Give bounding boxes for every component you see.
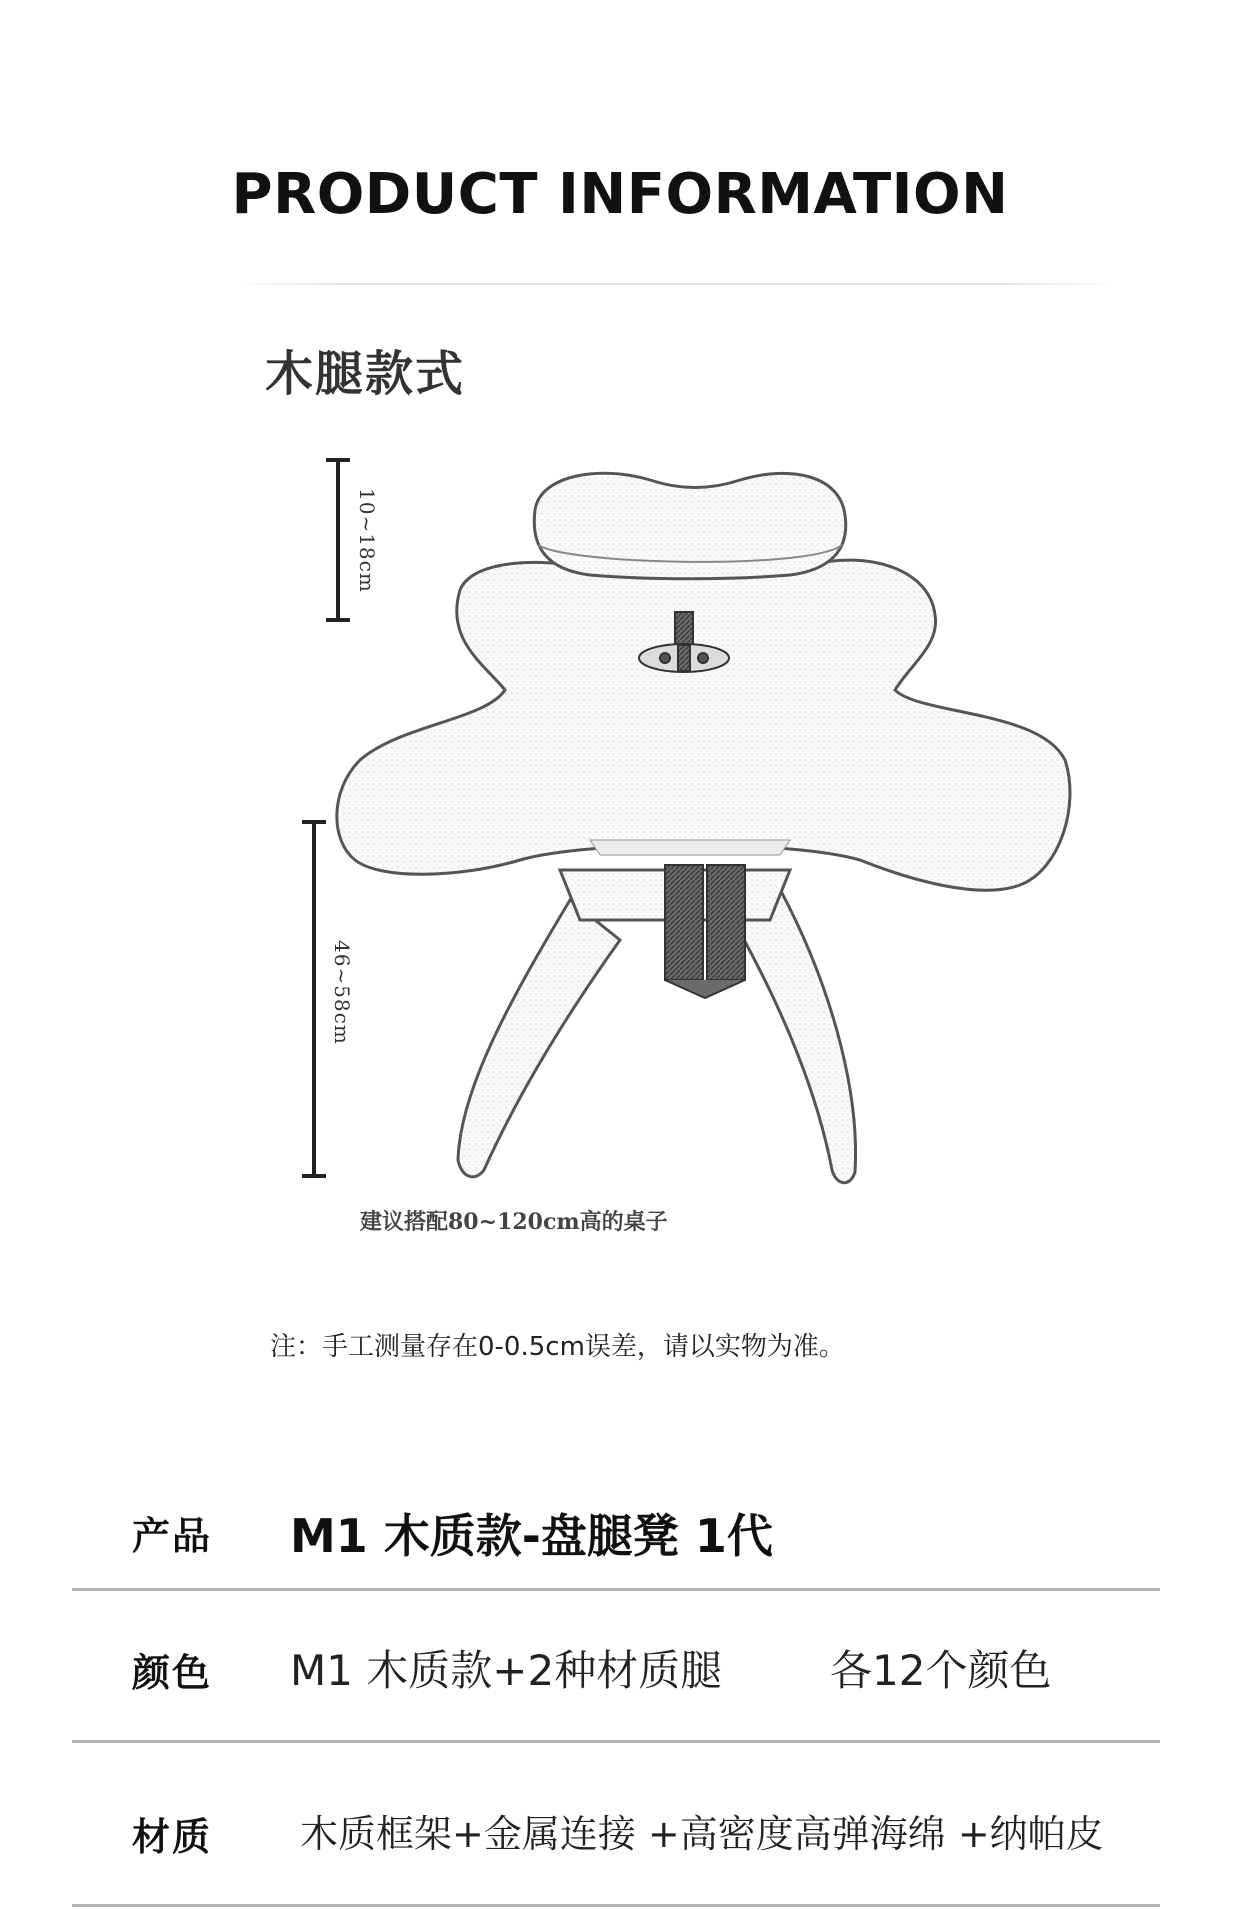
measurement-note: 注：手工测量存在0-0.5cm误差，请以实物为准。 [270,1332,845,1362]
spec-divider [72,1740,1160,1743]
dimension-bar-bottom [302,822,326,1176]
stool-diagram [270,440,1110,1200]
spec-label-material: 材质 [132,1815,213,1859]
title-divider [235,283,1115,285]
spec-label-product: 产品 [132,1514,213,1558]
spec-value-material: 木质框架+金属连接 +高密度高弹海绵 +纳帕皮 [300,1812,1104,1856]
dimension-label-bottom: 46~58cm [330,940,354,1045]
spec-value-color: M1 木质款+2种材质腿 [290,1646,723,1695]
dimension-bar-top [326,460,350,620]
style-heading: 木腿款式 [265,346,466,402]
page-title: PRODUCT INFORMATION [231,162,1009,227]
dimension-label-top: 10~18cm [355,488,379,593]
spec-value-product: M1 木质款-盘腿凳 1代 [290,1509,773,1563]
spec-divider [72,1588,1160,1591]
diagram-caption: 建议搭配80~120cm高的桌子 [360,1209,668,1235]
spec-label-color: 颜色 [132,1651,213,1695]
spec-divider [72,1904,1160,1907]
head-pillow [534,473,846,579]
spec-extra-color: 各12个颜色 [830,1646,1052,1695]
stool-legs [458,870,856,1183]
